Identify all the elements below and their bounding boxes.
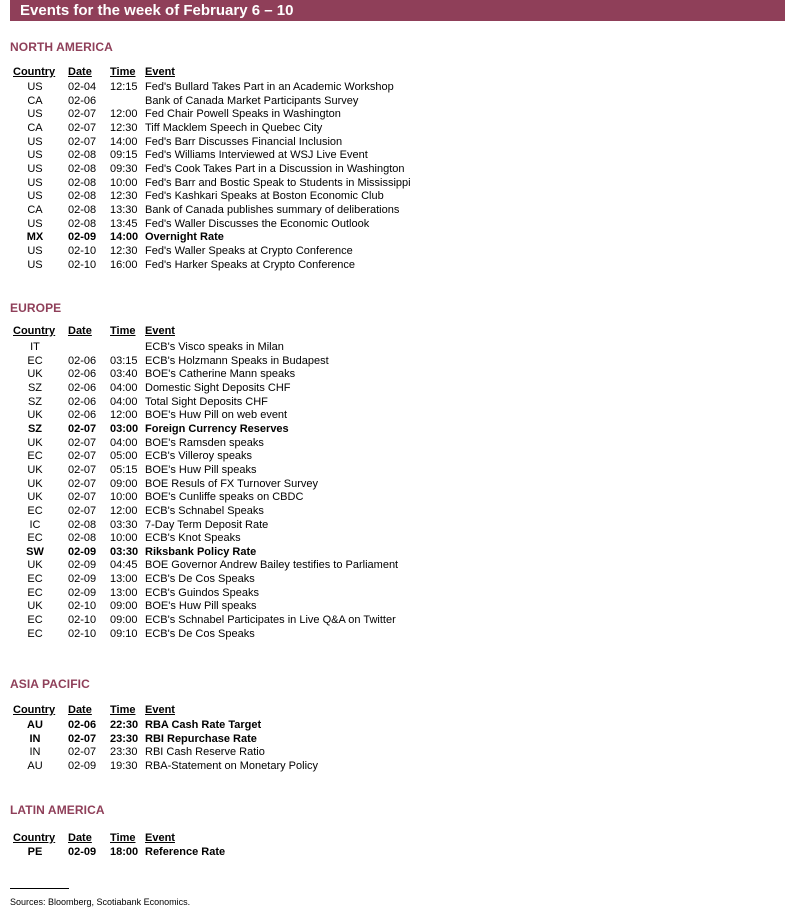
cell-event: Fed's Barr and Bostic Speak to Students in Mississippi xyxy=(145,176,411,189)
cell-event: BOE Governor Andrew Bailey testifies to Parliament xyxy=(145,559,399,572)
column-header-event: Event xyxy=(145,325,175,337)
cell-event: Foreign Currency Reserves xyxy=(145,422,289,435)
cell-event: ECB's Villeroy speaks xyxy=(145,450,253,463)
cell-date: 02-08 xyxy=(68,217,97,230)
cell-event: Domestic Sight Deposits CHF xyxy=(145,381,291,394)
cell-date: 02-08 xyxy=(68,162,97,175)
column-header-event: Event xyxy=(145,66,175,78)
cell-date: 02-07 xyxy=(68,108,97,121)
cell-date: 02-08 xyxy=(68,518,97,531)
cell-event: Fed's Waller Speaks at Crypto Conference xyxy=(145,244,353,257)
cell-time: 10:00 xyxy=(110,532,138,545)
footnote-rule xyxy=(10,888,69,889)
cell-country: UK xyxy=(27,600,43,613)
cell-time: 13:00 xyxy=(110,573,138,585)
column-header-country: Country xyxy=(13,66,56,78)
cell-date: 02-07 xyxy=(68,477,97,490)
cell-date: 02-07 xyxy=(68,732,97,745)
cell-date: 02-07 xyxy=(68,135,97,148)
cell-country: CA xyxy=(27,203,43,216)
column-header-time: Time xyxy=(110,704,136,716)
cell-country: UK xyxy=(27,491,43,504)
cell-time: 12:00 xyxy=(110,409,138,422)
cell-date: 02-04 xyxy=(68,81,97,93)
column-header-time: Time xyxy=(110,66,136,78)
column-header-time: Time xyxy=(110,832,136,844)
cell-time: 14:00 xyxy=(110,135,138,148)
cell-country: IN xyxy=(29,746,41,759)
region-title-north-america: NORTH AMERICA xyxy=(10,40,113,54)
cell-country: CA xyxy=(27,122,43,134)
cell-date: 02-06 xyxy=(68,354,97,367)
cell-country: MX xyxy=(26,231,44,244)
cell-country: UK xyxy=(27,463,43,476)
column-header-country: Country xyxy=(13,832,56,844)
cell-time: 12:00 xyxy=(110,108,138,121)
cell-country: EC xyxy=(27,586,43,599)
cell-time: 09:00 xyxy=(110,477,138,490)
cell-country: US xyxy=(27,162,43,175)
cell-event: ECB's Schnabel Participates in Live Q&A on Twitter xyxy=(145,614,396,626)
cell-event: Tiff Macklem Speech in Quebec City xyxy=(145,122,323,134)
cell-country: IC xyxy=(29,518,41,531)
cell-date: 02-07 xyxy=(68,504,97,517)
cell-date: 02-09 xyxy=(68,760,97,772)
cell-event: BOE's Catherine Mann speaks xyxy=(145,368,296,381)
column-header-country: Country xyxy=(13,704,56,716)
cell-country: US xyxy=(27,258,43,271)
cell-country: EC xyxy=(27,614,43,626)
cell-country: UK xyxy=(27,559,43,572)
cell-country: UK xyxy=(27,368,43,381)
cell-time: 23:30 xyxy=(110,746,138,759)
region-title-latin-america: LATIN AMERICA xyxy=(10,803,105,817)
cell-date: 02-07 xyxy=(68,450,97,463)
cell-event: ECB's Schnabel Speaks xyxy=(145,504,264,517)
cell-event: BOE Resuls of FX Turnover Survey xyxy=(145,477,319,490)
cell-time: 18:00 xyxy=(110,846,139,858)
cell-time: 09:10 xyxy=(110,627,138,640)
page-title: Events for the week of February 6 – 10 xyxy=(10,0,785,21)
cell-time: 19:30 xyxy=(110,760,138,772)
column-header-date: Date xyxy=(68,66,92,78)
cell-date: 02-10 xyxy=(68,627,97,640)
cell-time: 03:40 xyxy=(110,368,138,381)
cell-country: EC xyxy=(27,573,43,585)
column-header-date: Date xyxy=(68,704,92,716)
cell-event: ECB's Knot Speaks xyxy=(145,532,241,545)
cell-event: ECB's Visco speaks in Milan xyxy=(145,341,284,353)
cell-country: CA xyxy=(27,94,43,107)
cell-time: 22:30 xyxy=(110,719,139,731)
cell-country: EC xyxy=(27,354,43,367)
cell-country: US xyxy=(27,244,43,257)
cell-event: Overnight Rate xyxy=(145,231,224,244)
cell-country: UK xyxy=(27,477,43,490)
cell-country: US xyxy=(27,81,43,93)
cell-country: US xyxy=(27,135,43,148)
cell-time: 12:30 xyxy=(110,244,138,257)
cell-country: EC xyxy=(27,627,43,640)
cell-event: 7-Day Term Deposit Rate xyxy=(145,518,269,531)
cell-event: Fed Chair Powell Speaks in Washington xyxy=(145,108,341,121)
cell-event: RBI Cash Reserve Ratio xyxy=(145,746,265,759)
region-title-asia-pacific: ASIA PACIFIC xyxy=(10,677,90,691)
cell-time: 03:30 xyxy=(110,545,139,558)
cell-date: 02-09 xyxy=(68,559,97,572)
cell-country: AU xyxy=(27,760,43,772)
cell-event: Bank of Canada publishes summary of deliberations xyxy=(145,203,400,216)
cell-event: ECB's Guindos Speaks xyxy=(145,586,259,599)
cell-event: Reference Rate xyxy=(145,846,226,858)
cell-date: 02-10 xyxy=(68,244,97,257)
cell-time: 05:15 xyxy=(110,463,138,476)
column-header-country: Country xyxy=(13,325,56,337)
cell-date: 02-06 xyxy=(68,409,97,422)
cell-time: 04:00 xyxy=(110,436,138,449)
cell-date: 02-08 xyxy=(68,176,97,189)
cell-date: 02-06 xyxy=(68,94,97,107)
cell-date: 02-10 xyxy=(68,258,97,271)
cell-time: 13:00 xyxy=(110,586,138,599)
cell-date: 02-10 xyxy=(68,600,97,613)
cell-country: EC xyxy=(27,450,43,463)
cell-country: US xyxy=(27,190,43,203)
cell-country: SZ xyxy=(27,381,43,394)
cell-date: 02-08 xyxy=(68,532,97,545)
cell-event: ECB's De Cos Speaks xyxy=(145,573,255,585)
cell-time: 03:00 xyxy=(110,422,139,435)
cell-country: IN xyxy=(29,732,41,745)
cell-date: 02-09 xyxy=(68,573,97,585)
cell-date: 02-06 xyxy=(68,719,97,731)
cell-time: 03:30 xyxy=(110,518,138,531)
cell-country: AU xyxy=(27,719,43,731)
cell-time: 23:30 xyxy=(110,732,139,745)
column-header-time: Time xyxy=(110,325,136,337)
cell-country: PE xyxy=(27,846,43,858)
cell-event: Bank of Canada Market Participants Survey xyxy=(145,94,359,107)
cell-time: 04:00 xyxy=(110,395,138,408)
cell-date: 02-09 xyxy=(68,586,97,599)
cell-country: IT xyxy=(30,341,40,353)
cell-event: Fed's Waller Discusses the Economic Outlook xyxy=(145,217,370,230)
cell-event: ECB's De Cos Speaks xyxy=(145,627,255,640)
cell-time: 09:00 xyxy=(110,614,138,626)
cell-event: BOE's Huw Pill speaks xyxy=(145,463,257,476)
cell-date: 02-07 xyxy=(68,436,97,449)
cell-time: 13:45 xyxy=(110,217,138,230)
cell-event: Fed's Kashkari Speaks at Boston Economic Club xyxy=(145,190,384,203)
cell-time: 14:00 xyxy=(110,231,139,244)
cell-time: 09:00 xyxy=(110,600,138,613)
cell-event: Fed's Bullard Takes Part in an Academic Workshop xyxy=(145,81,394,93)
cell-country: US xyxy=(27,108,43,121)
cell-time: 03:15 xyxy=(110,354,138,367)
cell-event: Fed's Williams Interviewed at WSJ Live Event xyxy=(145,149,368,162)
cell-date: 02-09 xyxy=(68,231,97,244)
cell-country: SZ xyxy=(27,395,43,408)
cell-event: RBI Repurchase Rate xyxy=(145,732,257,745)
cell-date: 02-07 xyxy=(68,122,97,134)
column-header-date: Date xyxy=(68,325,92,337)
cell-time: 12:30 xyxy=(110,190,138,203)
cell-date: 02-08 xyxy=(68,149,97,162)
cell-event: BOE's Huw Pill on web event xyxy=(145,409,288,422)
cell-event: Fed's Harker Speaks at Crypto Conference xyxy=(145,258,355,271)
cell-country: US xyxy=(27,149,43,162)
cell-event: BOE's Cunliffe speaks on CBDC xyxy=(145,491,304,504)
cell-time: 10:00 xyxy=(110,491,138,504)
cell-event: Fed's Cook Takes Part in a Discussion in Washington xyxy=(145,162,405,175)
cell-event: BOE's Huw Pill speaks xyxy=(145,600,257,613)
cell-time: 09:15 xyxy=(110,149,138,162)
cell-time: 13:30 xyxy=(110,203,138,216)
cell-date: 02-06 xyxy=(68,381,97,394)
cell-country: US xyxy=(27,217,43,230)
cell-country: UK xyxy=(27,436,43,449)
column-header-event: Event xyxy=(145,832,175,844)
cell-time: 16:00 xyxy=(110,258,138,271)
cell-time: 05:00 xyxy=(110,450,138,463)
cell-date: 02-09 xyxy=(68,545,97,558)
cell-country: EC xyxy=(27,532,43,545)
cell-time: 04:45 xyxy=(110,559,138,572)
cell-date: 02-06 xyxy=(68,395,97,408)
cell-country: SZ xyxy=(27,422,43,435)
cell-event: Total Sight Deposits CHF xyxy=(145,395,268,408)
cell-event: Fed's Barr Discusses Financial Inclusion xyxy=(145,135,343,148)
cell-date: 02-07 xyxy=(68,746,97,759)
cell-event: Riksbank Policy Rate xyxy=(145,545,257,558)
cell-time: 04:00 xyxy=(110,381,138,394)
column-header-date: Date xyxy=(68,832,92,844)
region-title-europe: EUROPE xyxy=(10,301,62,315)
sources-note: Sources: Bloomberg, Scotiabank Economics. xyxy=(10,897,191,907)
cell-time: 12:00 xyxy=(110,504,138,517)
cell-date: 02-10 xyxy=(68,614,97,626)
cell-event: RBA-Statement on Monetary Policy xyxy=(145,760,319,772)
cell-date: 02-07 xyxy=(68,422,97,435)
cell-country: EC xyxy=(27,504,43,517)
cell-date: 02-06 xyxy=(68,368,97,381)
cell-time: 10:00 xyxy=(110,176,138,189)
cell-date: 02-07 xyxy=(68,463,97,476)
cell-date: 02-09 xyxy=(68,846,97,858)
cell-time: 09:30 xyxy=(110,162,138,175)
cell-country: UK xyxy=(27,409,43,422)
cell-time: 12:30 xyxy=(110,122,138,134)
column-header-event: Event xyxy=(145,704,175,716)
cell-event: ECB's Holzmann Speaks in Budapest xyxy=(145,354,329,367)
cell-date: 02-07 xyxy=(68,491,97,504)
cell-event: BOE's Ramsden speaks xyxy=(145,436,264,449)
cell-event: RBA Cash Rate Target xyxy=(145,719,262,731)
cell-country: SW xyxy=(26,545,44,558)
cell-country: US xyxy=(27,176,43,189)
cell-date: 02-08 xyxy=(68,203,97,216)
cell-time: 12:15 xyxy=(110,81,138,93)
cell-date: 02-08 xyxy=(68,190,97,203)
